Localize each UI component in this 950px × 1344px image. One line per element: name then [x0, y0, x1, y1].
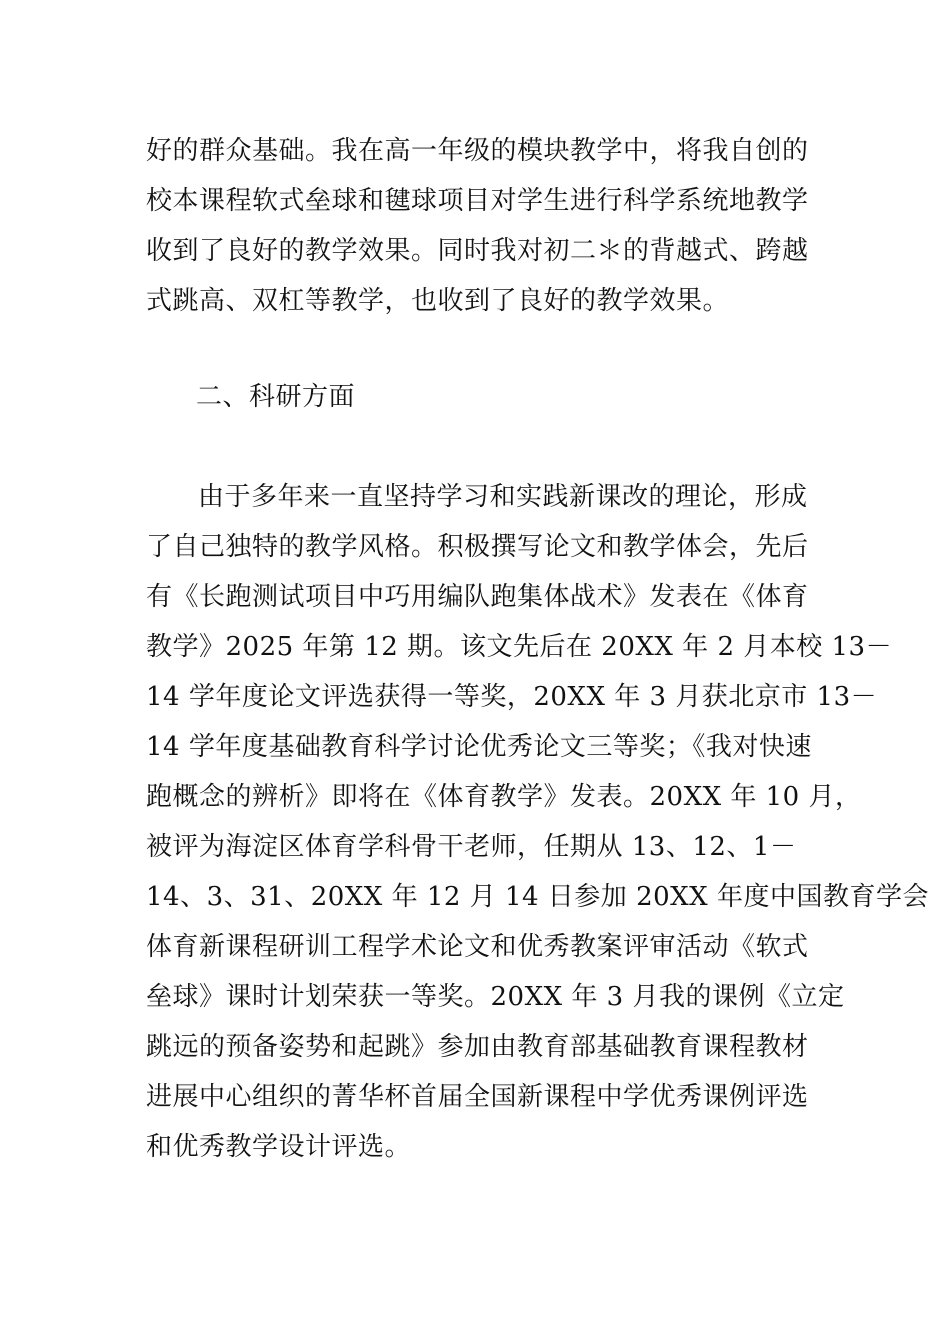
paragraph-line: 有《长跑测试项目中巧用编队跑集体战术》发表在《体育 — [146, 582, 809, 612]
paragraph-line: 体育新课程研训工程学术论文和优秀教案评审活动《软式 — [146, 932, 809, 962]
paragraph-line: 教学》2025 年第 12 期。该文先后在 20XX 年 2 月本校 13－ — [146, 632, 893, 662]
paragraph-line: 14 学年度论文评选获得一等奖，20XX 年 3 月获北京市 13－ — [146, 682, 878, 712]
paragraph-line: 跑概念的辨析》即将在《体育教学》发表。20XX 年 10 月， — [146, 782, 862, 812]
paragraph-line: 和优秀教学设计评选。 — [146, 1132, 412, 1162]
paragraph-line: 校本课程软式垒球和毽球项目对学生进行科学系统地教学 — [146, 186, 809, 216]
paragraph-line: 14、3、31、20XX 年 12 月 14 日参加 20XX 年度中国教育学会 — [146, 882, 929, 912]
paragraph-line: 14 学年度基础教育科学讨论优秀论文三等奖；《我对快速 — [146, 732, 812, 762]
paragraph-line: 由于多年来一直坚持学习和实践新课改的理论，形成 — [198, 482, 808, 512]
section-heading: 二、科研方面 — [196, 382, 356, 412]
paragraph-line: 收到了良好的教学效果。同时我对初二＊的背越式、跨越 — [146, 236, 809, 266]
paragraph-line: 了自己独特的教学风格。积极撰写论文和教学体会，先后 — [146, 532, 809, 562]
paragraph-line: 跳远的预备姿势和起跳》参加由教育部基础教育课程教材 — [146, 1032, 809, 1062]
paragraph-line: 进展中心组织的菁华杯首届全国新课程中学优秀课例评选 — [146, 1082, 809, 1112]
paragraph-line: 式跳高、双杠等教学，也收到了良好的教学效果。 — [146, 286, 730, 316]
paragraph-line: 垒球》课时计划荣获一等奖。20XX 年 3 月我的课例《立定 — [146, 982, 845, 1012]
paragraph-line: 好的群众基础。我在高一年级的模块教学中，将我自创的 — [146, 136, 809, 166]
paragraph-line: 被评为海淀区体育学科骨干老师，任期从 13、12、1－ — [146, 832, 797, 862]
